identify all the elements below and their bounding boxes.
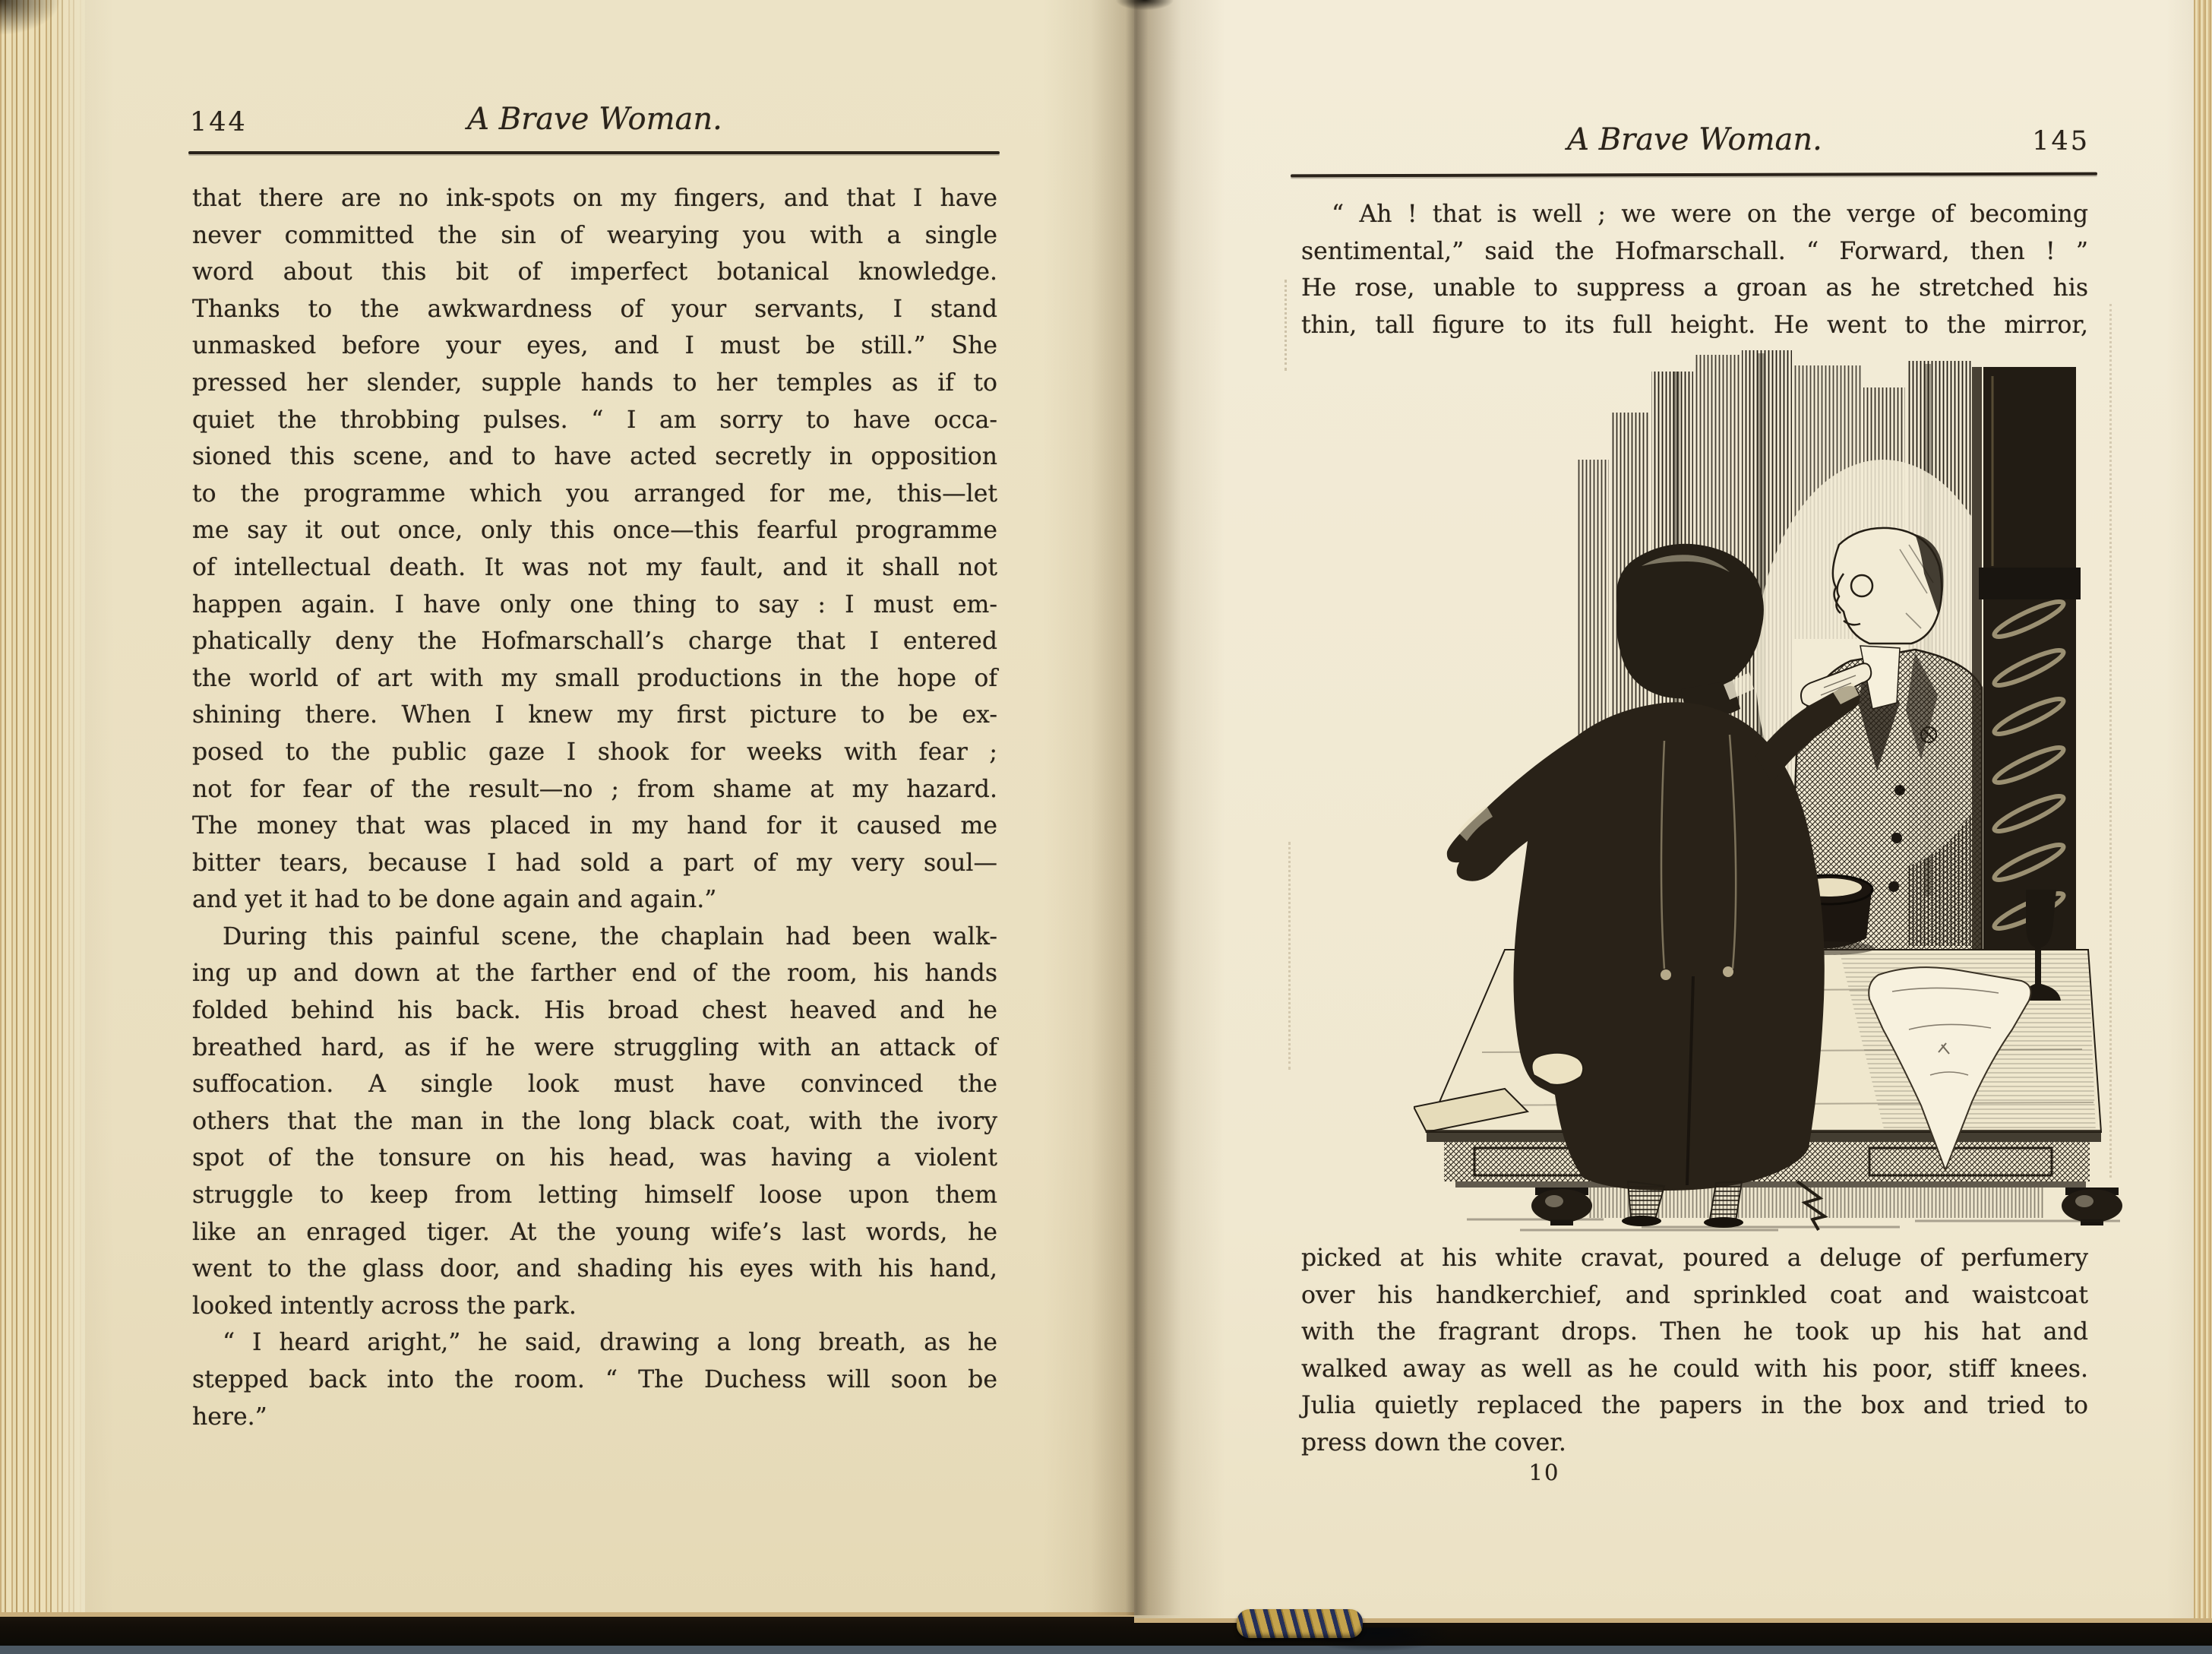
ink-bleed-marks xyxy=(1285,280,1287,371)
text-line: looked intently across the park. xyxy=(192,1292,577,1320)
text-line: “ Ah ! that is well ; we were on the verge of becoming xyxy=(1332,201,2088,228)
text-line: press down the cover. xyxy=(1301,1428,1566,1456)
text-line: suffocation. A single look must have convinced the xyxy=(192,1071,997,1099)
left-page-text xyxy=(192,180,997,1435)
text-line: and yet it had to be done again and again.” xyxy=(192,886,717,914)
text-line: unmasked before your eyes, and I must be still.” She xyxy=(192,332,997,360)
text-line: happen again. I have only one thing to say : I must em- xyxy=(192,590,997,618)
text-line: of intellectual death. It was not my fault, and it shall not xyxy=(192,553,997,581)
running-title-left: A Brave Woman. xyxy=(467,102,722,137)
text-line: over his handkerchief, and sprinkled coat and waistcoat xyxy=(1301,1281,2088,1309)
page-edges-left xyxy=(0,0,85,1612)
page-edges-right xyxy=(2194,0,2212,1618)
text-line: folded behind his back. His broad chest heaved and he xyxy=(192,997,997,1025)
text-line: here.” xyxy=(192,1403,267,1431)
text-line: me say it out once, only this once—this fearful programme xyxy=(192,517,997,545)
ink-bleed-marks xyxy=(2109,304,2112,1178)
corner-shadow xyxy=(0,0,91,53)
text-line: that there are no ink-spots on my fingers, and that I have xyxy=(192,185,997,212)
text-line: pressed her slender, supple hands to her temples as if to xyxy=(192,368,997,397)
text-line: struggle to keep from letting himself loose upon them xyxy=(192,1181,997,1210)
mirror-illustration xyxy=(1414,346,2173,1235)
page-number-right: 145 xyxy=(2032,126,2090,157)
header-rule-left xyxy=(188,151,1000,154)
text-line: word about this bit of imperfect botanical knowledge. xyxy=(192,258,997,286)
text-line: sentimental,” said the Hofmarschall. “ Forward, then ! ” xyxy=(1301,237,2088,265)
text-line: never committed the sin of wearying you with a single xyxy=(192,221,997,249)
header-rule-right xyxy=(1291,172,2097,178)
text-line: Julia quietly replaced the papers in the box and tried to xyxy=(1301,1392,2088,1420)
text-line: thin, tall figure to its full height. He went to the mirror, xyxy=(1301,311,2088,339)
text-line: sioned this scene, and to have acted secretly in opposition xyxy=(192,443,997,471)
text-line: shining there. When I knew my first picture to be ex- xyxy=(192,701,997,729)
text-line: posed to the public gaze I shook for weeks with fear ; xyxy=(192,738,997,766)
text-line: phatically deny the Hofmarschall’s charge that I entered xyxy=(192,628,997,656)
page-number-left: 144 xyxy=(190,107,248,138)
text-line: The money that was placed in my hand for it caused me xyxy=(192,812,997,840)
text-line: the world of art with my small productions in the hope of xyxy=(192,664,997,692)
text-line: “ I heard aright,” he said, drawing a long breath, as he xyxy=(223,1329,997,1357)
text-line: During this painful scene, the chaplain had been walk- xyxy=(223,922,997,950)
text-line: He rose, unable to suppress a groan as he stretched his xyxy=(1301,274,2088,302)
text-line: walked away as well as he could with his poor, stiff knees. xyxy=(1301,1355,2088,1383)
ink-bleed-marks xyxy=(1288,842,1291,1070)
text-line: bitter tears, because I had sold a part of my very soul— xyxy=(192,849,997,877)
right-page xyxy=(1134,0,2212,1623)
text-line: picked at his white cravat, poured a deluge of perfumery xyxy=(1301,1244,2088,1272)
running-title-right: A Brave Woman. xyxy=(1567,122,1822,157)
endband xyxy=(1237,1609,1363,1638)
text-line: stepped back into the room. “ The Duchess will soon be xyxy=(192,1366,997,1393)
text-line: spot of the tonsure on his head, was having a violent xyxy=(192,1144,997,1172)
text-line: breathed hard, as if he were struggling with an attack of xyxy=(192,1033,997,1061)
right-page-text-top xyxy=(1301,196,2088,343)
text-line: ing up and down at the farther end of the room, his hands xyxy=(192,960,997,988)
text-line: went to the glass door, and shading his eyes with his hand, xyxy=(192,1255,997,1283)
text-line: like an enraged tiger. At the young wife’s last words, he xyxy=(192,1218,997,1246)
text-line: others that the man in the long black coat, with the ivory xyxy=(192,1107,997,1135)
right-page-text-bottom xyxy=(1301,1240,2088,1462)
text-line: with the fragrant drops. Then he took up his hat and xyxy=(1301,1318,2088,1346)
gutter-top-shadow xyxy=(1111,0,1179,12)
text-line: quiet the throbbing pulses. “ I am sorry to have occa- xyxy=(192,406,997,434)
text-line: Thanks to the awkwardness of your servants, I stand xyxy=(192,295,997,323)
signature-mark: 10 xyxy=(1528,1460,1560,1485)
text-line: to the programme which you arranged for me, this—let xyxy=(192,479,997,508)
mirror-frame-column xyxy=(1972,367,2082,979)
text-line: not for fear of the result—no ; from shame at my hazard. xyxy=(192,775,997,803)
